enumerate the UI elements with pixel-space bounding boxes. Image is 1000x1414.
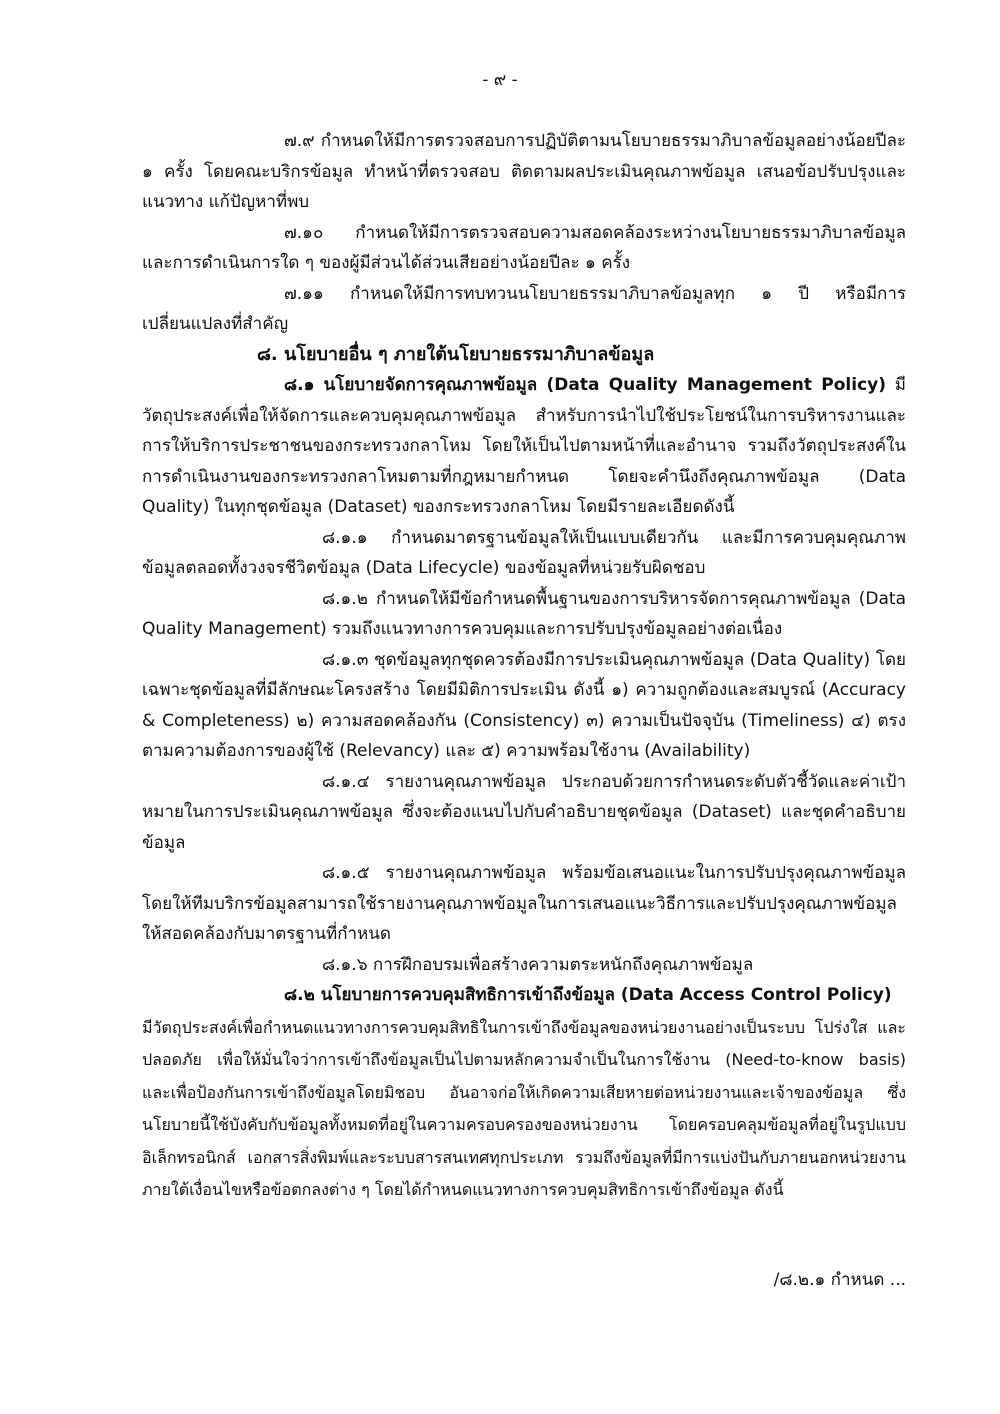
paragraph-8-2 <box>142 980 906 1012</box>
section-8-1-title: ๘.๑ นโยบายจัดการคุณภาพข้อมูล (Data Quality Management Policy) <box>284 375 886 395</box>
paragraph-8-1-6: ๘.๑.๖ การฝึกอบรมเพื่อสร้างความตระหนักถึงคุณภาพข้อมูล <box>322 954 754 975</box>
section-8-2-title: ๘.๒ นโยบายการควบคุมสิทธิการเข้าถึงข้อมูล (Data Access Control Policy) <box>284 985 892 1005</box>
page-number: - ๙ - <box>482 70 518 90</box>
section-8-heading: ๘. นโยบายอื่น ๆ ภายใต้นโยบายธรรมาภิบาลข้อมูล <box>257 343 655 365</box>
section-8-1-body: มีวัตถุประสงค์เพื่อให้จัดการและควบคุมคุณภาพข้อมูล สำหรับการนำไปใช้ประโยชน์ในการบริหารงานและการให้บริการประชาชนของกระทรวงกลาโหม โดยให้เป็นไปตามหน้าที่และอำนาจ รวมถึงวัตถุประสงค์ในการดำเนินงานของกระทรวงกลาโหมตามที่กฎหมายกำหนด โดยจะคำนึงถึงคุณภาพข้อมูล (Data Quality) ในทุกชุดข้อมูล (Dataset) ของกระทรวงกลาโหม โดยมีรายละเอียดดังนี้ <box>142 375 906 517</box>
paragraph-8-1-2: ๘.๑.๒ กำหนดให้มีข้อกำหนดพื้นฐานของการบริหารจัดการคุณภาพข้อมูล (Data Quality Management) รวมถึงแนวทางการควบคุมและการปรับปรุงข้อมูลอย่างต่อเนื่อง <box>142 588 906 639</box>
paragraph-8-1 <box>142 370 906 523</box>
paragraph-8-1-3: ๘.๑.๓ ชุดข้อมูลทุกชุดควรต้องมีการประเมินคุณภาพข้อมูล (Data Quality) โดยเฉพาะชุดข้อมูลที่มีลักษณะโครงสร้าง โดยมีมิติการประเมิน ดังนี้ ๑) ความถูกต้องและสมบูรณ์ (Accuracy & Completeness) ๒) ความสอดคล้องกัน (Consistency) ๓) ความเป็นปัจจุบัน (Timeliness) ๔) ตรงตามความต้องการของผู้ใช้ (Relevancy) และ ๕) ความพร้อมใช้งาน (Availability) <box>142 649 906 761</box>
paragraph-7-11: ๗.๑๑ กำหนดให้มีการทบทวนนโยบายธรรมาภิบาลข้อมูลทุก ๑ ปี หรือมีการเปลี่ยนแปลงที่สำคัญ <box>142 283 906 334</box>
section-8-2-body: มีวัตถุประสงค์เพื่อกำหนดแนวทางการควบคุมสิทธิในการเข้าถึงข้อมูลของหน่วยงานอย่างเป็นระบบ โปร่งใส และปลอดภัย เพื่อให้มั่นใจว่าการเข้าถึงข้อมูลเป็นไปตามหลักความจำเป็นในการใช้งาน (Need-to-know basis) และเพื่อป้องกันการเข้าถึงข้อมูลโดยมิชอบ อันอาจก่อให้เกิดความเสียหายต่อหน่วยงานและเจ้าของข้อมูล ซึ่งนโยบายนี้ใช้บังคับกับข้อมูลทั้งหมดที่อยู่ในความครอบครองของหน่วยงาน โดยครอบคลุมข้อมูลที่อยู่ในรูปแบบอิเล็กทรอนิกส์ เอกสารสิ่งพิมพ์และระบบสารสนเทศทุกประเภท รวมถึงข้อมูลที่มีการแบ่งปันกับภายนอกหน่วยงานภายใต้เงื่อนไขหรือข้อตกลงต่าง ๆ โดยได้กำหนดแนวทางการควบคุมสิทธิการเข้าถึงข้อมูล ดังนี้ <box>142 1017 906 1199</box>
paragraph-8-1-4: ๘.๑.๔ รายงานคุณภาพข้อมูล ประกอบด้วยการกำหนดระดับตัวชี้วัดและค่าเป้าหมายในการประเมินคุณภาพข้อมูล ซึ่งจะต้องแนบไปกับคำอธิบายชุดข้อมูล (Dataset) และชุดคำอธิบายข้อมูล <box>142 771 906 853</box>
continuation-reference: /๘.๒.๑ กำหนด ... <box>773 1270 906 1290</box>
document-body <box>142 126 906 1207</box>
paragraph-7-10: ๗.๑๐ กำหนดให้มีการตรวจสอบความสอดคล้องระหว่างนโยบายธรรมาภิบาลข้อมูล และการดำเนินการใด ๆ ของผู้มีส่วนได้ส่วนเสียอย่างน้อยปีละ ๑ ครั้ง <box>142 222 906 273</box>
paragraph-8-1-1: ๘.๑.๑ กำหนดมาตรฐานข้อมูลให้เป็นแบบเดียวกัน และมีการควบคุมคุณภาพข้อมูลตลอดทั้งวงจรชีวิตข้อมูล (Data Lifecycle) ของข้อมูลที่หน่วยรับผิดชอบ <box>142 527 906 578</box>
paragraph-8-1-5: ๘.๑.๕ รายงานคุณภาพข้อมูล พร้อมข้อเสนอแนะในการปรับปรุงคุณภาพข้อมูลโดยให้ทีมบริกรข้อมูลสามารถใช้รายงานคุณภาพข้อมูลในการเสนอแนะวิธีการและปรับปรุงคุณภาพข้อมูลให้สอดคล้องกับมาตรฐานที่กำหนด <box>142 863 906 944</box>
paragraph-7-9: ๗.๙ กำหนดให้มีการตรวจสอบการปฏิบัติตามนโยบายธรรมาภิบาลข้อมูลอย่างน้อยปีละ ๑ ครั้ง โดยคณะบริกรข้อมูล ทำหน้าที่ตรวจสอบ ติดตามผลประเมินคุณภาพข้อมูล เสนอข้อปรับปรุงและแนวทาง แก้ปัญหาที่พบ <box>142 131 906 212</box>
